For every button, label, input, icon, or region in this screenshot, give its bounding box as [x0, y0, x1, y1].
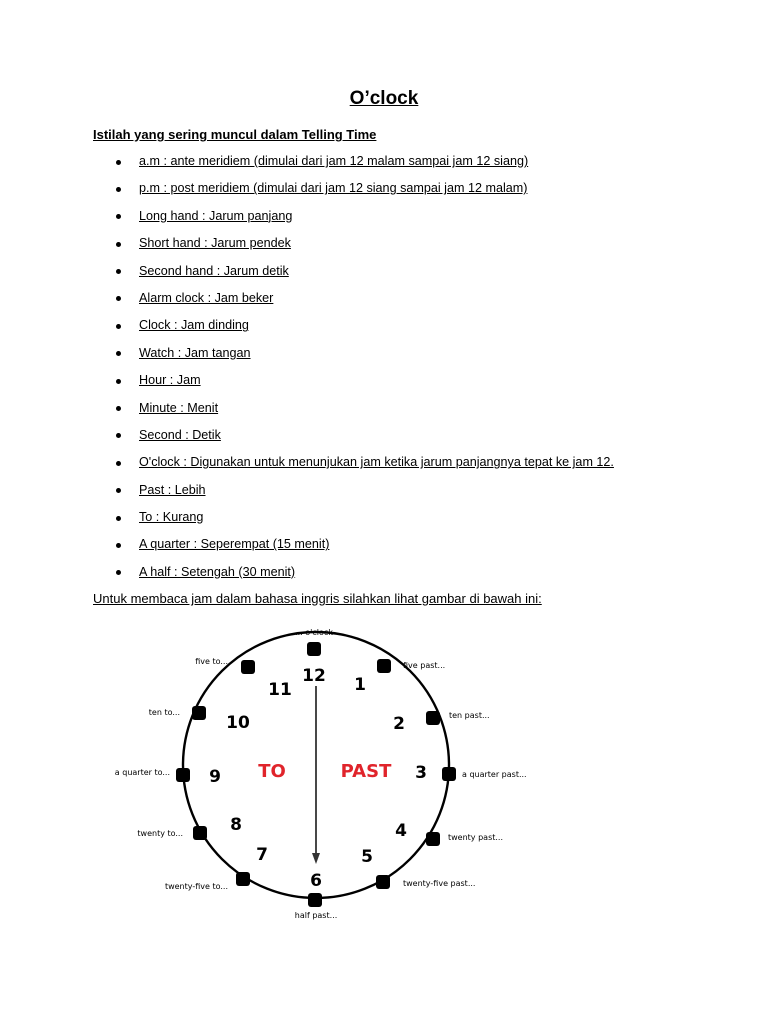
marker-11	[241, 660, 255, 674]
page-title: O’clock	[349, 88, 419, 109]
clock-number: 5	[361, 847, 373, 867]
label-quarter-to: a quarter to...	[114, 768, 170, 777]
clock-number: 6	[310, 871, 322, 891]
term-text: Past : Lebih	[139, 482, 206, 497]
clock-number: 8	[230, 815, 242, 835]
clock-number: 4	[395, 821, 407, 841]
marker-2	[426, 711, 440, 725]
marker-1	[377, 659, 391, 673]
term-text: Short hand : Jarum pendek	[139, 236, 291, 251]
term-text: A quarter : Seperempat (15 menit)	[139, 537, 330, 552]
marker-5	[376, 875, 390, 889]
clock-number: 11	[268, 680, 292, 700]
label-twenty-five-to: twenty-five to...	[164, 882, 228, 891]
term-text: Watch : Jam tangan	[139, 345, 251, 360]
term-text: Second hand : Jarum detik	[139, 263, 289, 278]
label-twenty-past: twenty past...	[448, 833, 503, 842]
label-five-past: five past...	[403, 661, 446, 670]
label-quarter-past: a quarter past...	[462, 770, 527, 779]
past-label: PAST	[340, 761, 392, 782]
marker-3	[442, 767, 456, 781]
hand-arrow-icon	[312, 853, 320, 864]
label-twenty-to: twenty to...	[137, 829, 183, 838]
term-text: O'clock : Digunakan untuk menunjukan jam ketika jarum panjangnya tepat ke jam 12.	[139, 455, 614, 470]
term-text: Long hand : Jarum panjang	[139, 208, 293, 223]
clock-number: 3	[415, 763, 427, 783]
marker-6	[308, 893, 322, 907]
label-twenty-five-past: twenty-five past...	[403, 879, 476, 888]
label-oclock: ... o'clock	[295, 628, 333, 637]
to-label: TO	[258, 761, 286, 782]
clock-number: 2	[393, 714, 405, 734]
marker-9	[176, 768, 190, 782]
clock-number: 7	[256, 845, 268, 865]
marker-10	[192, 706, 206, 720]
term-text: p.m : post meridiem (dimulai dari jam 12 siang sampai jam 12 malam)	[139, 181, 528, 196]
term-text: Alarm clock : Jam beker	[139, 290, 274, 305]
term-text: A half : Setengah (30 menit)	[139, 564, 296, 579]
clock-number: 1	[354, 675, 366, 695]
label-ten-to: ten to...	[148, 708, 180, 717]
clock-number: 12	[302, 666, 326, 686]
marker-8	[193, 826, 207, 840]
term-text: Hour : Jam	[139, 373, 201, 388]
section-subtitle: Istilah yang sering muncul dalam Telling Time	[93, 127, 377, 142]
label-ten-past: ten past...	[449, 711, 490, 720]
term-text: Minute : Menit	[139, 400, 219, 415]
term-text: Second : Detik	[139, 427, 221, 442]
intro-text: Untuk membaca jam dalam bahasa inggris silahkan lihat gambar di bawah ini:	[93, 591, 542, 606]
marker-7	[236, 872, 250, 886]
term-text: a.m : ante meridiem (dimulai dari jam 12 malam sampai jam 12 siang)	[139, 154, 529, 168]
term-text: To : Kurang	[139, 510, 204, 525]
term-text: Clock : Jam dinding	[139, 318, 249, 333]
label-half-past: half past...	[294, 911, 338, 920]
label-five-to: five to...	[195, 657, 228, 666]
marker-4	[426, 832, 440, 846]
clock-number: 10	[226, 713, 250, 733]
clock-number: 9	[209, 767, 221, 787]
marker-12	[307, 642, 321, 656]
